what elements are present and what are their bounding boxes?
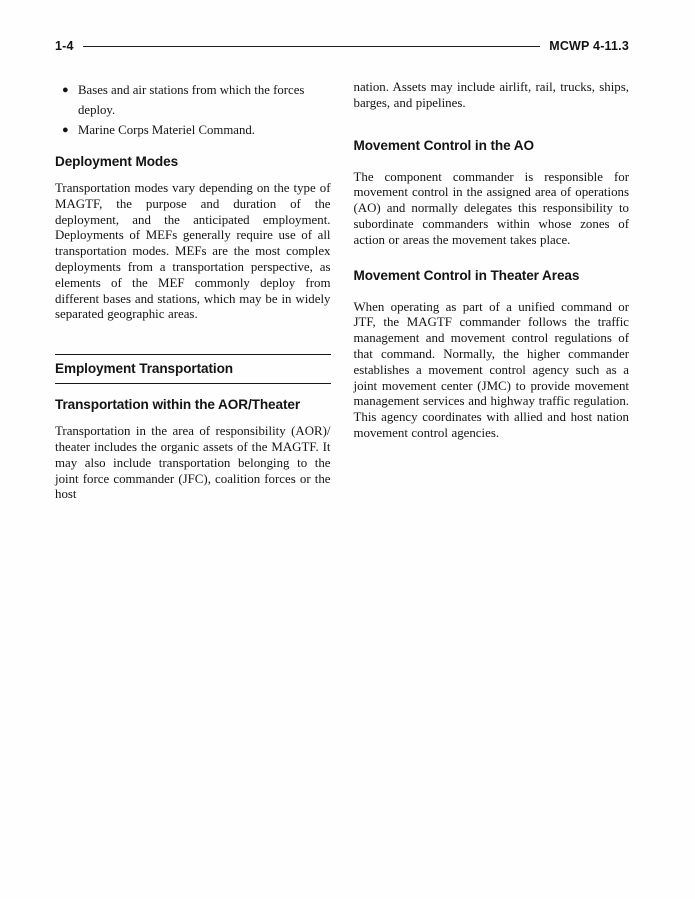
header-rule [83, 46, 541, 48]
heading-movement-control-ao: Movement Control in the AO [353, 137, 534, 153]
two-column-body [0, 53, 695, 503]
paragraph-continuation: nation. Assets may include airlift, rail, trucks, ships, barges, and pipelines. [353, 80, 629, 110]
paragraph-movement-control-ao: The component commander is responsible for movement control in the assigned area of operations (AO) and normally delegates this responsibility to subordinate commanders within whose zones of action or areas the movement takes place. [353, 169, 629, 247]
list-item [55, 80, 331, 120]
right-column [354, 80, 630, 503]
left-column [55, 80, 331, 503]
heading-deployment-modes: Deployment Modes [55, 154, 179, 169]
paragraph-deployment-modes: Transportation modes vary depending on the type of MAGTF, the purpose and duration of the deployment, and the anticipated employment. Deployments of MEFs generally require use of all transportation modes. MEFs are the most complex deployments from a transportation perspective, as elements of the MEF commonly deploy from different bases and stations, which may be in widely separated geographic areas. [55, 181, 331, 322]
paragraph-aor-theater: Transportation in the area of responsibility (AOR)/ theater includes the organic assets of the MAGTF. It may also include transportation belonging to the joint force commander (JFC), coalition forces or the host [55, 424, 331, 502]
paragraph-movement-control-theater: When operating as part of a unified command or JTF, the MAGTF commander follows the traffic management and movement control regulations of that command. Normally, the higher commander establishes a movement control agency such as a joint movement center (JMC) to provide movement management services and highway traffic regulation. This agency coordinates with allied and host nation movement control agencies. [353, 299, 629, 440]
bullet-icon: ● [62, 84, 69, 96]
bullet-text: Marine Corps Materiel Command. [78, 123, 255, 137]
section-heading-employment-transportation: Employment Transportation [55, 354, 331, 384]
bullet-list [55, 80, 331, 140]
heading-movement-control-theater: Movement Control in Theater Areas [353, 267, 580, 283]
bullet-icon: ● [62, 124, 69, 136]
page-number: 1-4 [55, 39, 74, 53]
doc-number: MCWP 4-11.3 [549, 39, 629, 53]
bullet-text: Bases and air stations from which the forces deploy. [78, 83, 305, 117]
heading-transportation-aor-theater: Transportation within the AOR/Theater [55, 397, 301, 413]
page-header [0, 0, 695, 53]
list-item [55, 120, 331, 140]
